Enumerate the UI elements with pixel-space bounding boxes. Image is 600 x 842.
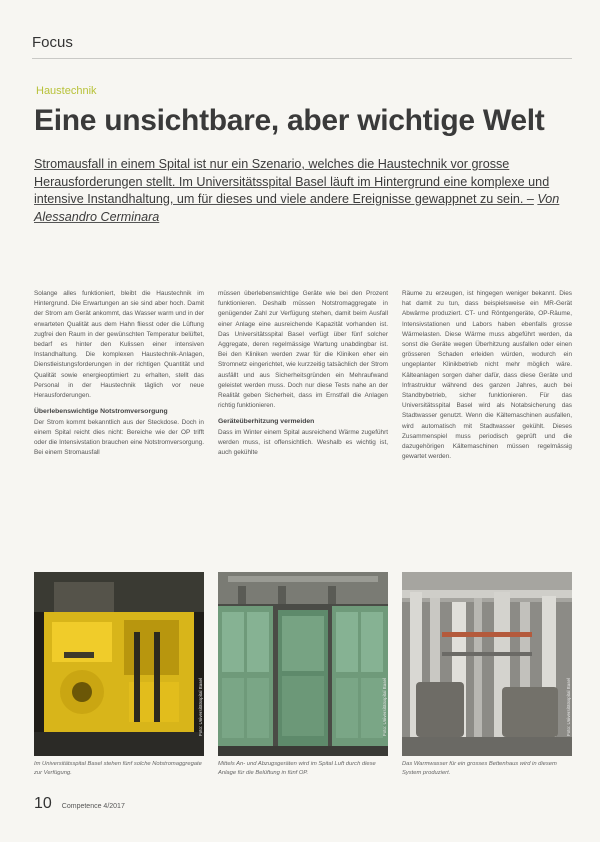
column-1 (34, 289, 204, 559)
column-3 (402, 289, 572, 559)
body-paragraph: Räume zu erzeugen, ist hingegen weniger bekannt. Dies hat damit zu tun, dass beispielsweise ein MR-Gerät Abwärme produziert. CT- und Röntgengeräte, OP-Räume, Intensivstationen und Labors haben ebenfalls grosse Wärmelasten. Diese Wärme muss abgeführt werden, da sonst die Geräte wegen Überhitzung ausfallen oder einen grösseren Schaden erleiden würden, wodurch ein ungeplanter Klinikbetrieb nicht mehr möglich wäre. Kälteanlagen sorgen daher dafür, dass diese Geräte und Infrastruktur während des ganzen Jahres, auch bei Standbybetrieb, sicher funktionieren. Für das Universitätsspital Basel wird als Notabsicherung das Stadtwasser genutzt. Wenn die Kältemaschinen ausfallen, wird automatisch mit Stadtwasser gekühlt. Dieses Zusammenspiel muss periodisch geprüft und die dazugehörigen Kältemaschinen müssen regelmässig gewartet werden. (402, 290, 572, 461)
lead-text: Stromausfall in einem Spital ist nur ein Szenario, welches die Haustechnik vor grosse Herausforderungen stellt. Im Universitätsspital Basel läuft im Hintergrund eine komplexe und intensive Instandhaltung, um für dieses und viele andere Ereignisse gewappnet zu sein. – (34, 157, 550, 206)
column-2 (218, 289, 388, 559)
body-paragraph: müssen überlebenswichtige Geräte wie bei den Prozent funktionieren. Deshalb müssen Notstromaggregate in genügender Zahl zur Verfügung stehen, damit beim Ausfall einer Anlage eine ausreichende Kapazität vorhanden ist. Das Universitätsspital Basel verfügt über fünf solcher Aggregate, deren regelmässige Wartung unabdingbar ist. Bei den Kliniken werden zwar für die Kliniken eher ein Stromnetz eingerichtet, wie kurzzeitig tatsächlich der Strom ausfällt und aus Sicherheitsgründen ein Mehraufwand geleistet werden muss. Doch nur diese Tests nahe an der Realität geben Sicherheit, dass im Ernstfall die Anlagen richtig funktionieren. (218, 290, 388, 410)
ventilation-image (218, 572, 388, 756)
page-footer (34, 795, 125, 813)
photo-caption: Das Warmwasser für ein grosses Bettenhaus wird in diesem System produziert. (402, 761, 557, 776)
photo-credit: Foto: Universitätsspital Basel (198, 677, 203, 736)
photo-ventilation (218, 572, 388, 756)
issue-label: Competence 4/2017 (61, 803, 125, 810)
caption-row (34, 760, 572, 777)
page-number: 10 (34, 795, 52, 812)
photo-hot-water (402, 572, 572, 756)
lead-paragraph (34, 156, 574, 226)
photo-credit: Foto: Universitätsspital Basel (566, 677, 571, 736)
divider (32, 58, 572, 59)
subheading: Überlebenswichtige Notstromversorgung (34, 408, 168, 416)
kicker: Haustechnik (36, 85, 97, 97)
hot-water-image (402, 572, 572, 756)
generator-image (34, 572, 204, 756)
photo-credit: Foto: Universitätsspital Basel (382, 677, 387, 736)
photo-caption: Im Universitätsspital Basel stehen fünf solche Notstromaggregate zur Verfügung. (34, 761, 202, 776)
section-label: Focus (32, 34, 73, 51)
author-byline: Von Alessandro Cerminara (34, 192, 560, 224)
body-paragraph: Dass im Winter einem Spital ausreichend Wärme zugeführt werden muss, ist offensichtlich. Weshalb es wichtig ist, auch gekühlte (218, 428, 388, 457)
body-columns (34, 289, 572, 559)
photo-caption: Mittels An- und Abzugsgeräten wird im Spital Luft durch diese Anlage für die Belüftung in fünf OP. (218, 761, 376, 776)
photo-generator (34, 572, 204, 756)
headline: Eine unsichtbare, aber wichtige Welt (34, 104, 545, 137)
subheading: Geräteüberhitzung vermeiden (218, 418, 315, 426)
body-paragraph: Der Strom kommt bekanntlich aus der Steckdose. Doch in einem Spital reicht dies nicht: Bereiche wie der OP trifft oder die Intensivstation brauchen eine Notstromversorgung. Bei einem Stromausfall (34, 418, 204, 457)
body-paragraph: Solange alles funktioniert, bleibt die Haustechnik im Hintergrund. Die Erwartungen an sie sind aber hoch. Damit der Strom am Gerät ankommt, das Wasser warm und in der erwarteten Qualität aus dem Hahn fliesst oder die Lüftung zugfrei den Raum in der gewünschten Temperatur belüftet, bedarf es hinter den Kulissen einer intensiven Instandhaltung. Die komplexen Haustechnik-Anlagen, Dienstleistungsforderungen in der richtigen Quantität und Qualität sowie energieoptimiert zu erhalten, stellt das Personal in der Haustechnik täglich vor neue Herausforderungen. (34, 290, 204, 400)
photo-row (34, 572, 572, 756)
